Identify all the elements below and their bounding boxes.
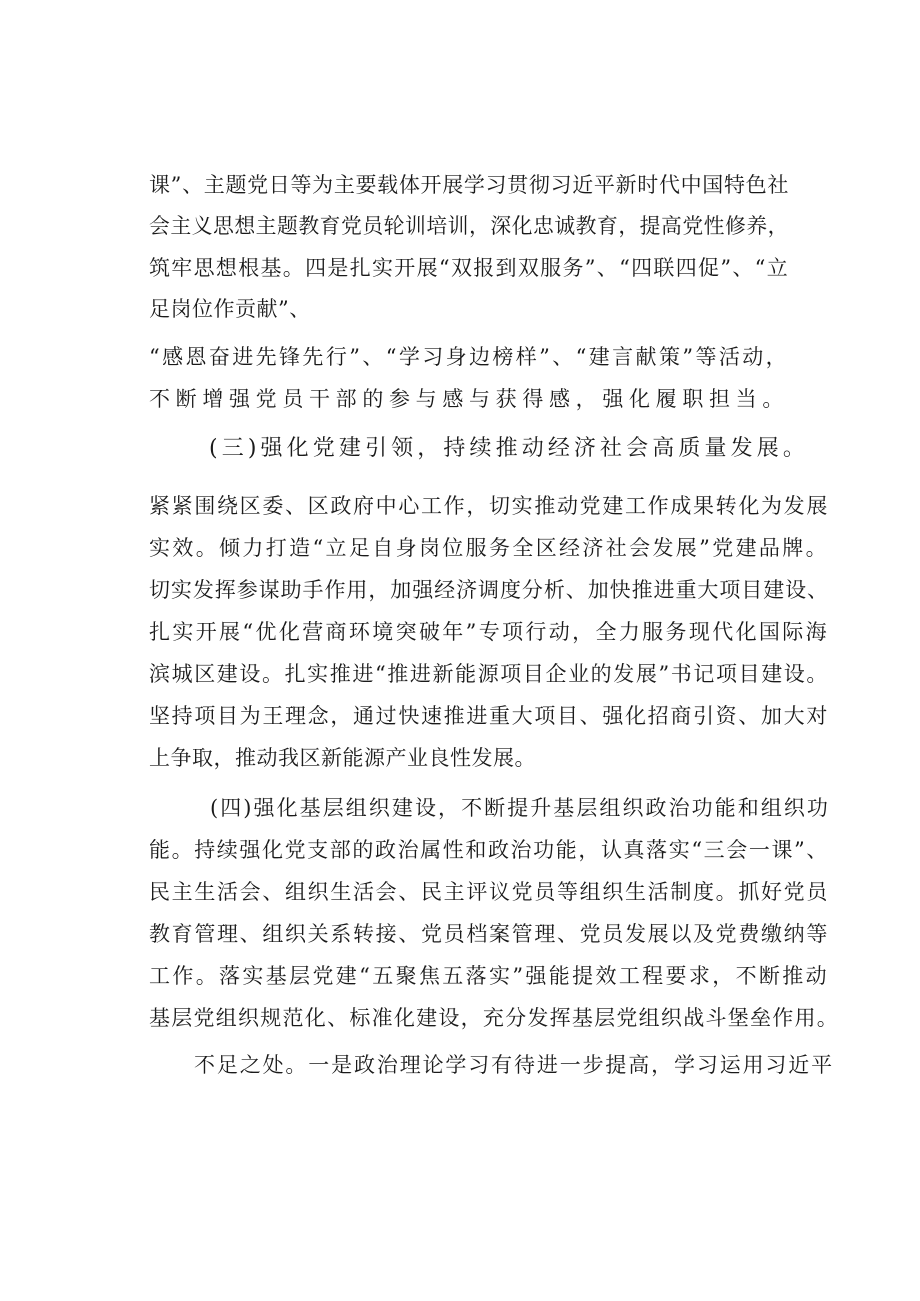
text-line-5: “感恩奋进先锋先行”、“学习身边榜样”、“建言献策”等活动， xyxy=(149,345,789,369)
text-line-17: 工作。落实基层党建“五聚焦五落实”强能提效工程要求，不断推动 xyxy=(149,964,829,988)
text-line-7: 紧紧围绕区委、区政府中心工作，切实推动党建工作成果转化为发展 xyxy=(149,494,829,518)
text-line-11: 滨城区建设。扎实推进“推进新能源项目企业的发展”书记项目建设。 xyxy=(149,662,829,686)
text-line-4: 足岗位作贡献”、 xyxy=(149,297,311,321)
text-line-3: 筑牢思想根基。四是扎实开展“双报到双服务”、“四联四促”、“立 xyxy=(149,256,789,280)
text-line-10: 扎实开展“优化营商环境突破年”专项行动，全力服务现代化国际海 xyxy=(149,620,829,644)
text-line-6: 不断增强党员干部的参与感与获得感，强化履职担当。 xyxy=(149,387,789,411)
text-line-18: 基层党组织规范化、标准化建设，充分发挥基层党组织战斗堡垒作用。 xyxy=(149,1006,839,1030)
section-heading-4: (四)强化基层组织建设，不断提升基层组织政治功能和组织功 xyxy=(210,796,830,820)
text-line-1: 课”、主题党日等为主要载体开展学习贯彻习近平新时代中国特色社 xyxy=(149,173,789,197)
text-line-13: 上争取，推动我区新能源产业良性发展。 xyxy=(149,746,536,770)
text-line-9: 切实发挥参谋助手作用，加强经济调度分析、加快推进重大项目建设、 xyxy=(149,578,829,602)
text-line-2: 会主义思想主题教育党员轮训培训，深化忠诚教育，提高党性修养， xyxy=(149,214,789,238)
text-line-19: 不足之处。一是政治理论学习有待进一步提高，学习运用习近平 xyxy=(194,1053,834,1077)
text-line-16: 教育管理、组织关系转接、党员档案管理、党员发展以及党费缴纳等 xyxy=(149,922,829,946)
text-line-8: 实效。倾力打造“立足自身岗位服务全区经济社会发展”党建品牌。 xyxy=(149,536,829,560)
text-line-12: 坚持项目为王理念，通过快速推进重大项目、强化招商引资、加大对 xyxy=(149,704,829,728)
section-heading-3: (三)强化党建引领，持续推动经济社会高质量发展。 xyxy=(209,436,809,461)
text-line-14: 能。持续强化党支部的政治属性和政治功能，认真落实“三会一课”、 xyxy=(149,838,829,862)
text-line-15: 民主生活会、组织生活会、民主评议党员等组织生活制度。抓好党员 xyxy=(149,880,829,904)
